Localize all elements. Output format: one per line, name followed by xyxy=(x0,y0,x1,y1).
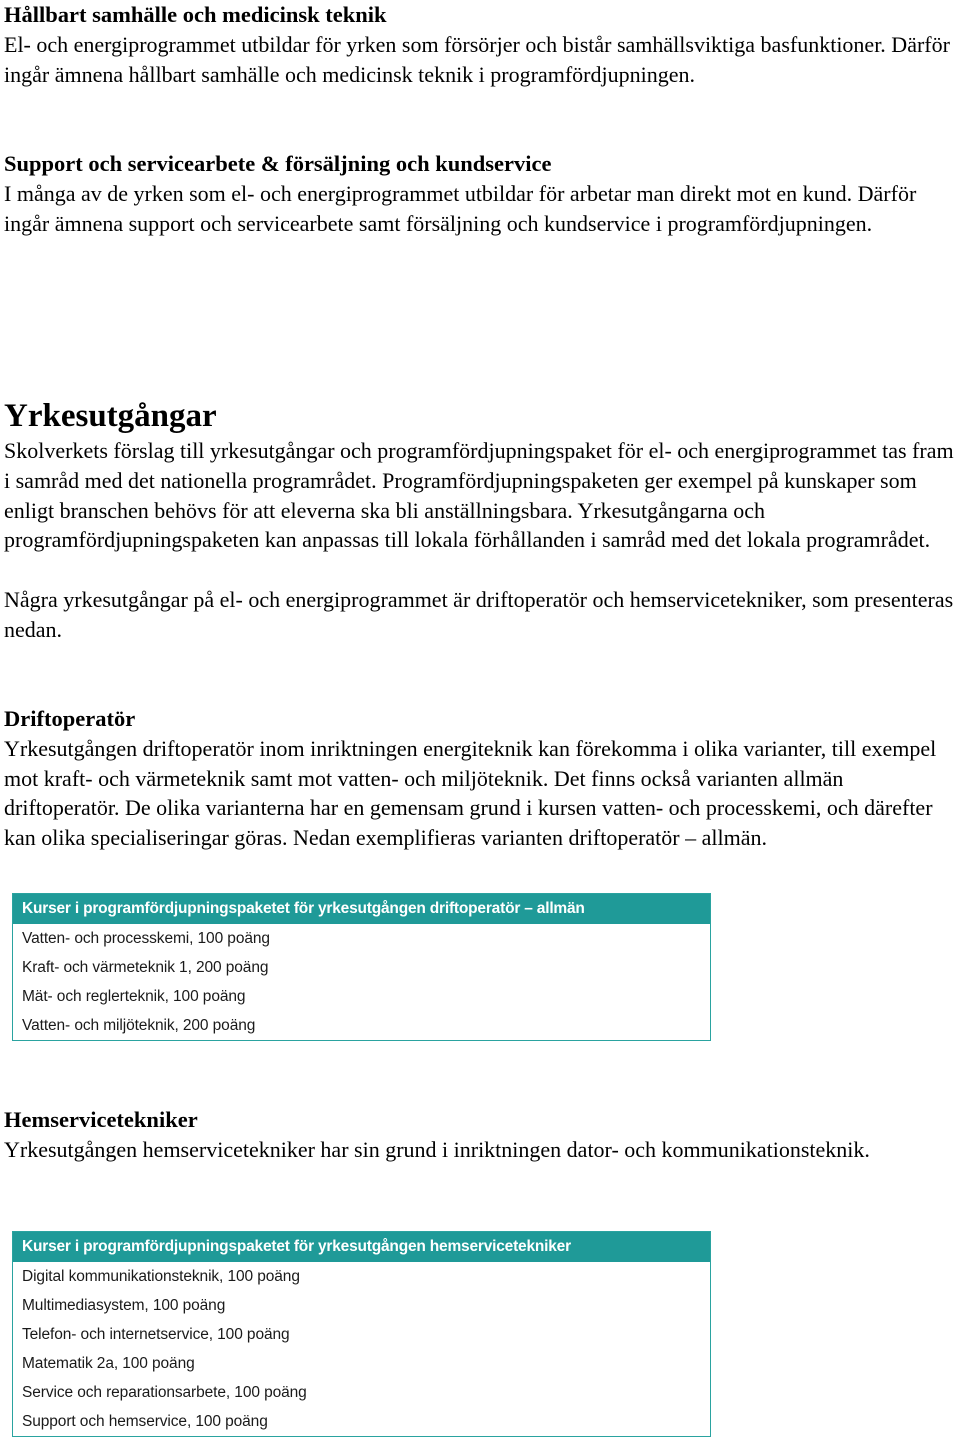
section-heading: Support och servicearbete & försäljning och kundservice xyxy=(4,151,552,176)
section-driftoperator xyxy=(4,704,958,853)
table-row: Digital kommunikationsteknik, 100 poäng xyxy=(22,1268,300,1285)
section-heading: Hållbart samhälle och medicinsk teknik xyxy=(4,2,387,27)
table-row: Support och hemservice, 100 poäng xyxy=(22,1413,268,1430)
section-support-service xyxy=(4,149,958,238)
table-row: Vatten- och miljöteknik, 200 poäng xyxy=(22,1017,256,1034)
course-table-driftoperator xyxy=(12,893,711,1041)
section-body: Yrkesutgången driftoperatör inom inriktningen energiteknik kan förekomma i olika varianter, till exempel mot kraft- och värmeteknik samt mot vatten- och miljöteknik. Det finns också varianten allmän driftoperatör. De olika varianterna har en gemensam grund i kursen vatten- och processkemi, och därefter kan olika specialiseringar göras. Nedan exemplifieras varianten driftoperatör – allmän. xyxy=(4,735,937,851)
table-row: Service och reparationsarbete, 100 poäng xyxy=(22,1384,307,1401)
section-body: I många av de yrken som el- och energiprogrammet utbildar för arbetar man direkt mot en kund. Därför ingår ämnena support och servicearbete samt försäljning och kundservice i programfördjupningen. xyxy=(4,180,917,236)
section-hemservicetekniker xyxy=(4,1105,958,1165)
section-yrkesutgangar xyxy=(4,396,958,645)
section-body-secondary: Några yrkesutgångar på el- och energiprogrammet är driftoperatör och hemservicetekniker, som presenteras nedan. xyxy=(4,586,954,642)
section-heading: Driftoperatör xyxy=(4,706,136,731)
section-body: Skolverkets förslag till yrkesutgångar och programfördjupningspaket för el- och energiprogrammet tas fram i samråd med det nationella programrådet. Programfördjupningspaketen ger exempel på kunskaper som enligt branschen behövs för att eleverna ska bli anställningsbara. Yrkesutgångarna och programfördjupningspaketen kan anpassas till lokala förhållanden i samråd med det lokala programrådet. xyxy=(4,438,954,553)
section-body: El- och energiprogrammet utbildar för yrken som försörjer och bistår samhällsviktiga basfunktioner. Därför ingår ämnena hållbart samhälle och medicinsk teknik i programfördjupningen. xyxy=(4,31,950,87)
table-row: Kraft- och värmeteknik 1, 200 poäng xyxy=(22,959,269,976)
course-table-hemservicetekniker xyxy=(12,1231,711,1437)
section-heading: Yrkesutgångar xyxy=(4,398,217,434)
table-row: Vatten- och processkemi, 100 poäng xyxy=(22,930,270,947)
table-header: Kurser i programfördjupningspaketet för yrkesutgången driftoperatör – allmän xyxy=(13,894,710,924)
table-row: Matematik 2a, 100 poäng xyxy=(22,1355,195,1372)
section-body: Yrkesutgången hemservicetekniker har sin grund i inriktningen dator- och kommunikationsteknik. xyxy=(4,1136,870,1162)
section-hallbart-samhalle xyxy=(4,0,958,89)
table-header: Kurser i programfördjupningspaketet för yrkesutgången hemservicetekniker xyxy=(13,1232,710,1262)
table-row: Mät- och reglerteknik, 100 poäng xyxy=(22,988,246,1005)
table-row: Telefon- och internetservice, 100 poäng xyxy=(22,1326,290,1343)
section-heading: Hemservicetekniker xyxy=(4,1107,198,1132)
table-row: Multimediasystem, 100 poäng xyxy=(22,1297,226,1314)
